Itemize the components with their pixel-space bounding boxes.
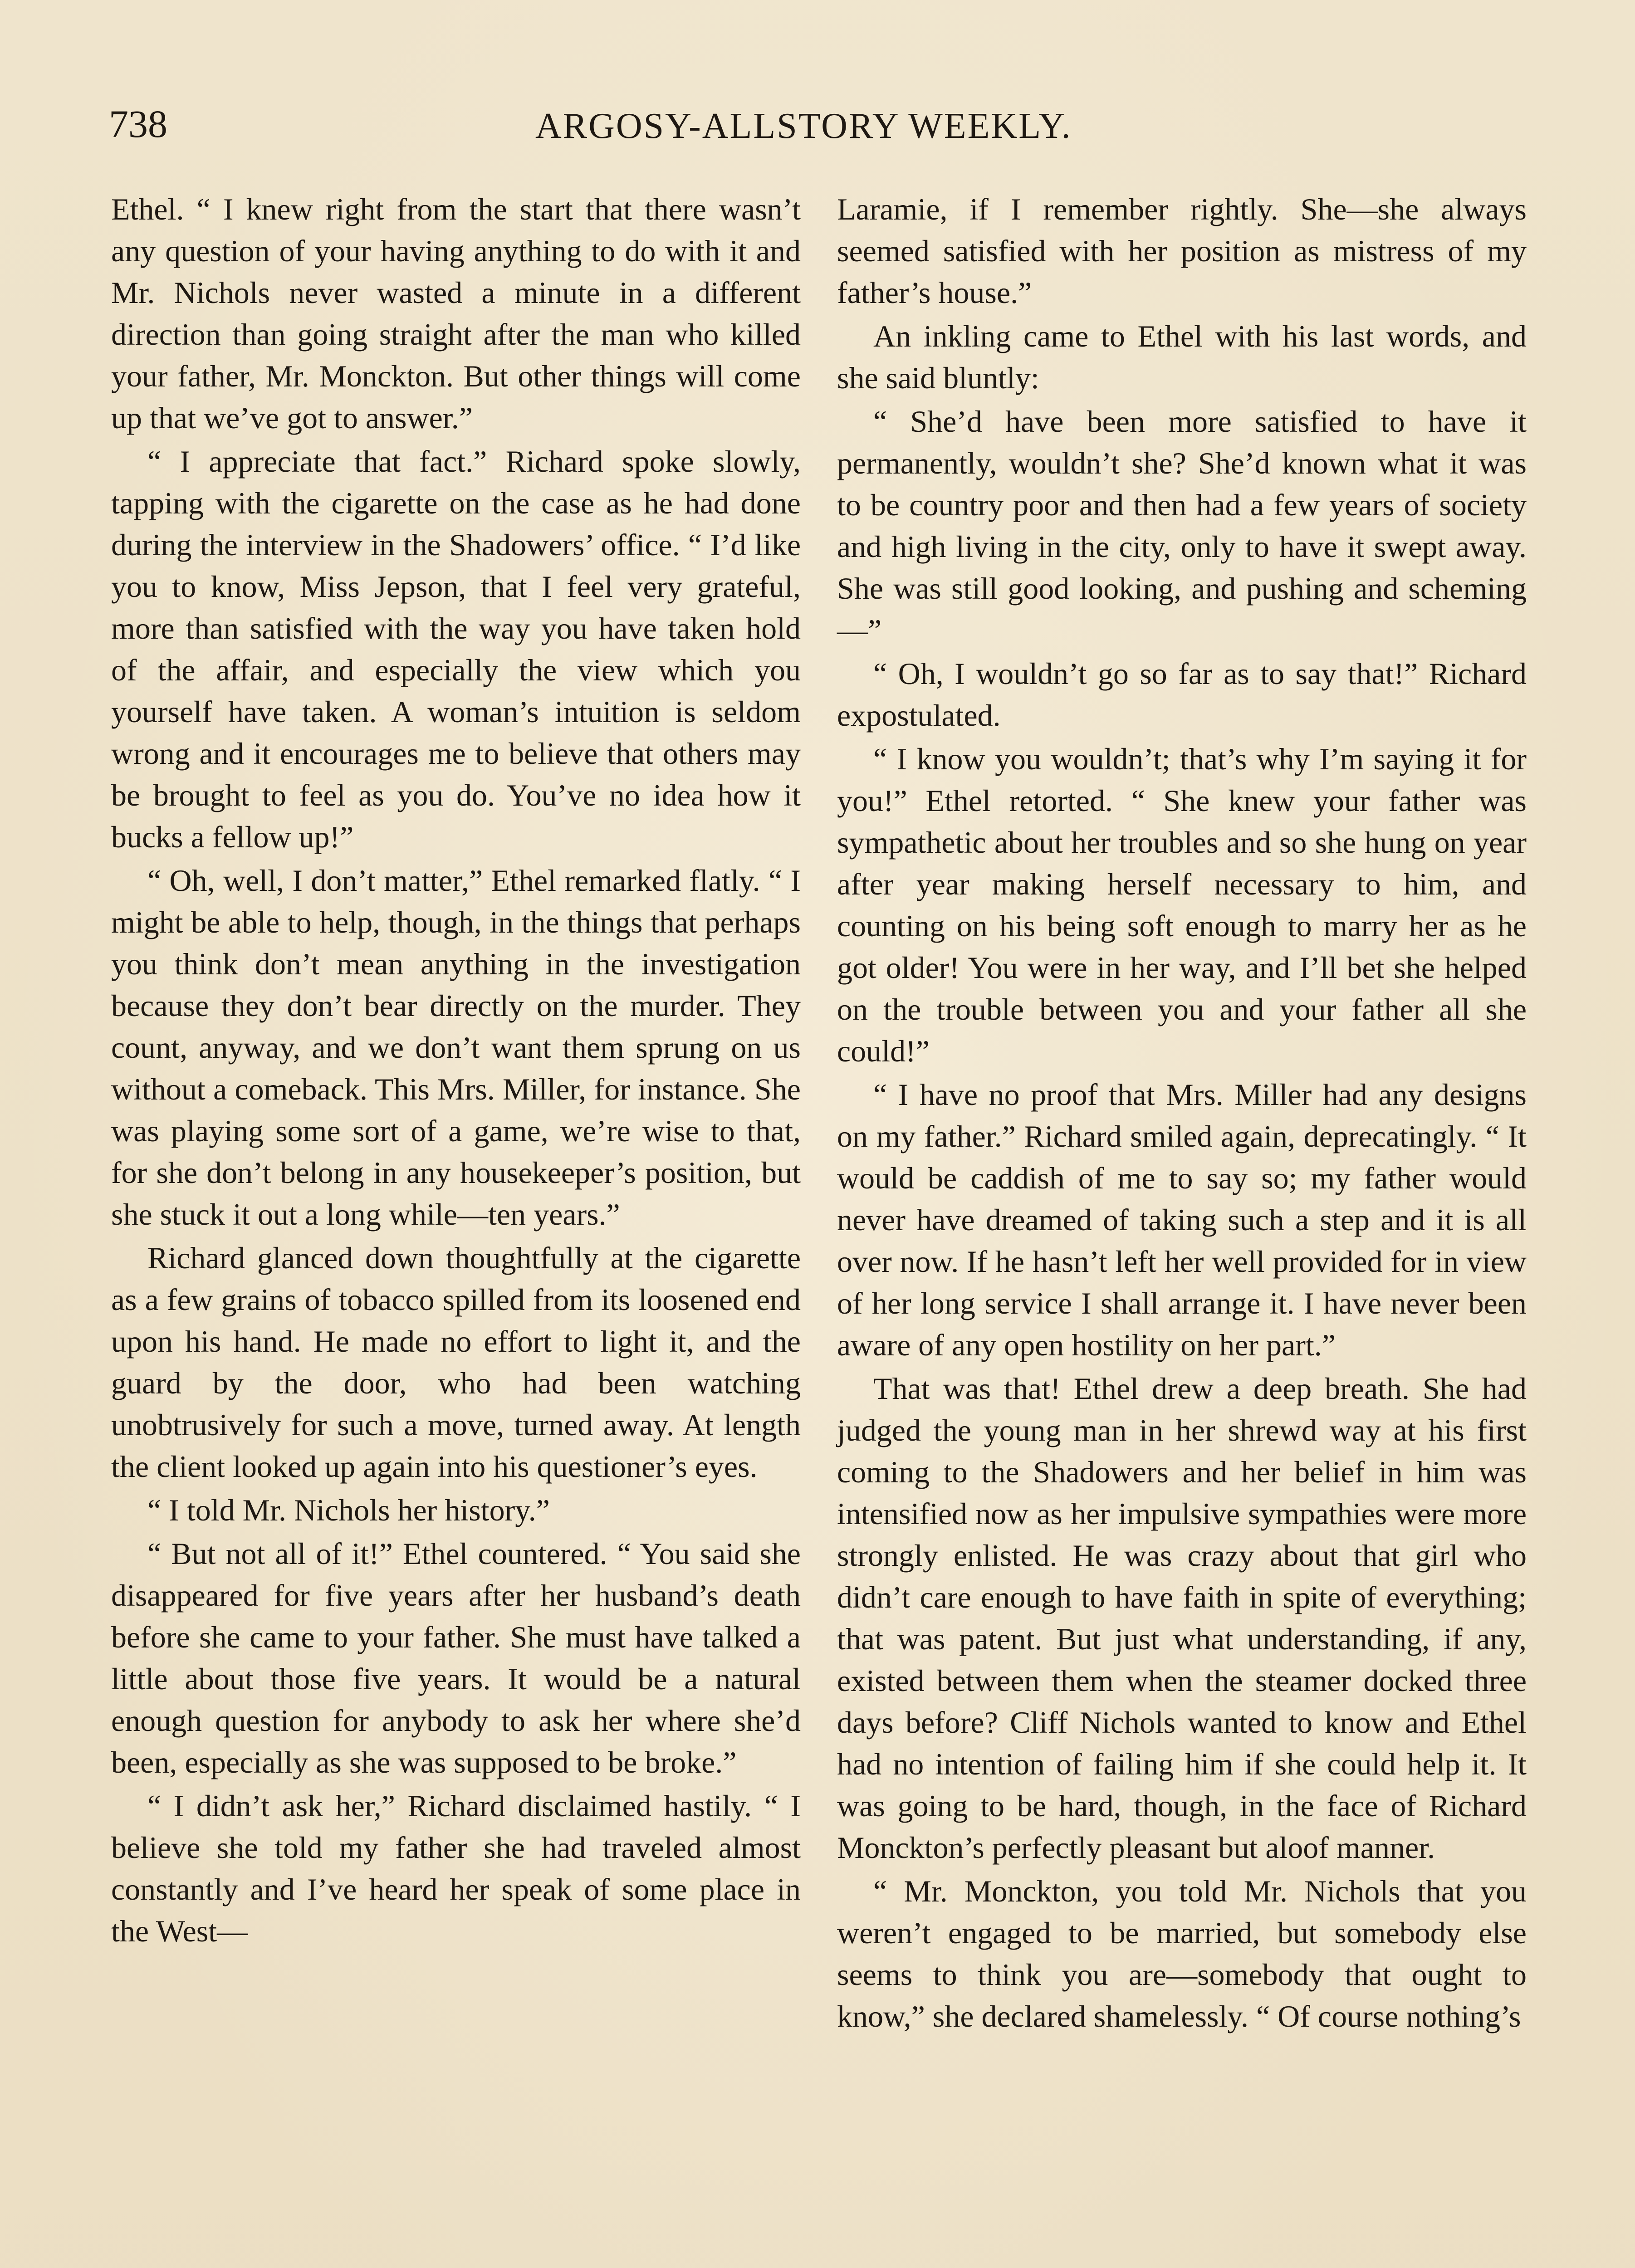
paragraph: An inkling came to Ethel with his last words, and she said bluntly: xyxy=(837,319,1527,395)
paragraph: “ Oh, well, I don’t matter,” Ethel remarked flatly. “ I might be able to help, though, in the things that perhaps you think don’t mean anything in the investigation because they don’t bear directly on the murder. They count, anyway, and we don’t want them sprung on us without a comeback. This Mrs. Miller, for instance. She was playing some sort of a game, we’re wise to that, for she don’t belong in any housekeeper’s position, but she stuck it out a long while—ten years.” xyxy=(111,863,801,1232)
paragraph: “ Mr. Monckton, you told Mr. Nichols that you weren’t engaged to be married, but somebody else seems to think you are—somebody that ought to know,” she declared shamelessly. “ Of course nothing’s xyxy=(837,1874,1527,2033)
paragraph: “ She’d have been more satisfied to have it permanently, wouldn’t she? She’d known what it was to be country poor and then had a few years of society and high living in the city, only to have it swept away. She was still good looking, and pushing and scheming—” xyxy=(837,404,1527,647)
paragraph: “ I have no proof that Mrs. Miller had any designs on my father.” Richard smiled again, deprecatingly. “ It would be caddish of me to say so; my father would never have dreamed of taking such a step and it is all over now. If he hasn’t left her well provided for in view of her long service I shall arrange it. I have never been aware of any open hostility on her part.” xyxy=(837,1077,1527,1362)
paragraph: “ I told Mr. Nichols her history.” xyxy=(147,1493,550,1527)
paragraph: “ I appreciate that fact.” Richard spoke slowly, tapping with the cigarette on the case as he had done during the interview in the Shadowers’ office. “ I’d like you to know, Miss Jepson, that I feel very grateful, more than satisfied with the way you have taken hold of the affair, and especially the view which you yourself have taken. A woman’s intuition is seldom wrong and it encourages me to believe that others may be brought to feel as you do. You’ve no idea how it bucks a fellow up!” xyxy=(111,444,801,854)
page-number: 738 xyxy=(109,102,167,146)
running-head: ARGOSY-ALLSTORY WEEKLY. xyxy=(535,106,1072,146)
paragraph: Richard glanced down thoughtfully at the cigarette as a few grains of tobacco spilled from its loosened end upon his hand. He made no effort to light it, and the guard by the door, who had been watching unobtrusively for such a move, turned away. At length the client looked up again into his questioner’s eyes. xyxy=(111,1241,801,1484)
paragraph: Ethel. “ I knew right from the start that there wasn’t any question of your having anything to do with it and Mr. Nichols never wasted a minute in a different direction than going straight after the man who killed your father, Mr. Monckton. But other things will come up that we’ve got to answer.” xyxy=(111,192,801,435)
left-column xyxy=(111,188,801,1954)
paragraph: “ But not all of it!” Ethel countered. “ You said she disappeared for five years after her husband’s death before she came to your father. She must have talked a little about those five years. It would be a natural enough question for anybody to ask her where she’d been, especially as she was supposed to be broke.” xyxy=(111,1536,801,1779)
paragraph: “ I know you wouldn’t; that’s why I’m saying it for you!” Ethel retorted. “ She knew your father was sympathetic about her troubles and so she hung on year after year making herself necessary to him, and counting on his being soft enough to marry her as he got older! You were in her way, and I’ll bet she helped on the trouble between you and your father all she could!” xyxy=(837,742,1527,1068)
right-column xyxy=(837,188,1527,2039)
paragraph: Laramie, if I remember rightly. She—she always seemed satisfied with her position as mistress of my father’s house.” xyxy=(837,192,1527,310)
paragraph: “ Oh, I wouldn’t go so far as to say that!” Richard expostulated. xyxy=(837,656,1527,733)
paragraph: That was that! Ethel drew a deep breath. She had judged the young man in her shrewd way at his first coming to the Shadowers and her belief in him was intensified now as her impulsive sympathies were more strongly enlisted. He was crazy about that girl who didn’t care enough to have faith in spite of everything; that was patent. But just what understanding, if any, existed between them when the steamer docked three days before? Cliff Nichols wanted to know and Ethel had no intention of failing him if she could help it. It was going to be hard, though, in the face of Richard Monckton’s perfectly pleasant but aloof manner. xyxy=(837,1371,1527,1865)
paragraph: “ I didn’t ask her,” Richard disclaimed hastily. “ I believe she told my father she had traveled almost constantly and I’ve heard her speak of some place in the West— xyxy=(111,1789,801,1948)
